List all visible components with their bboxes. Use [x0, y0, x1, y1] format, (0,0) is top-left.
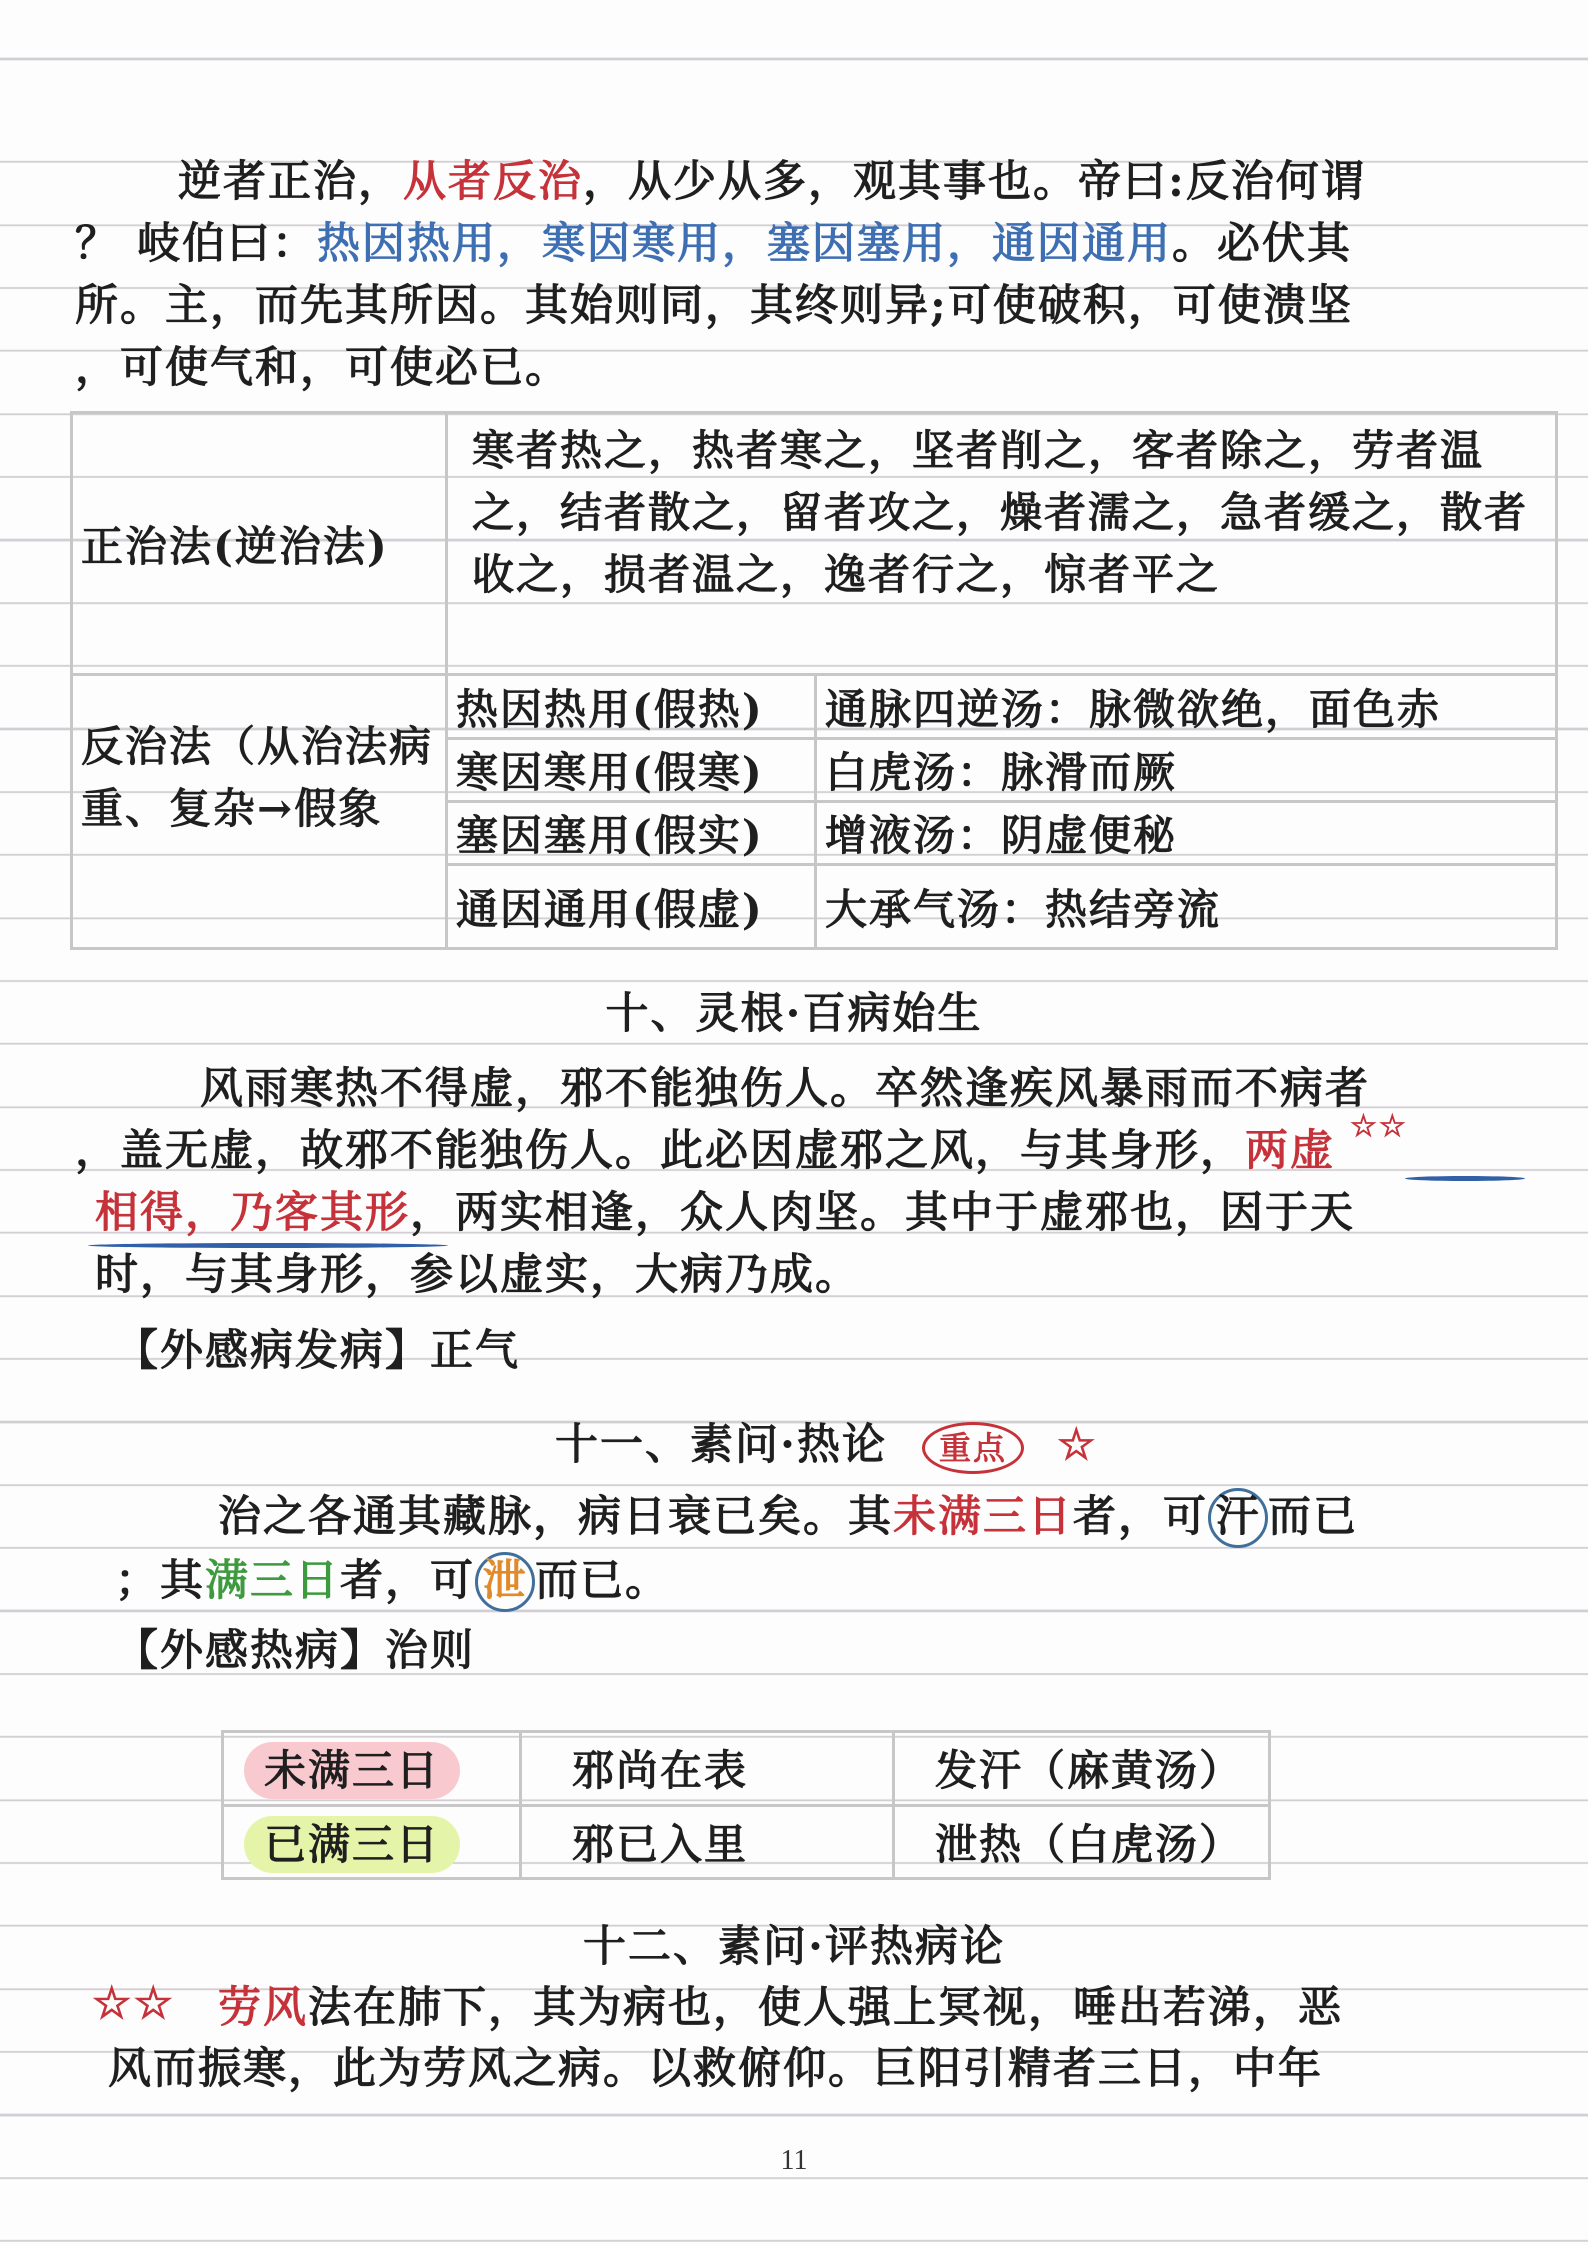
zheng-zhi-content: 寒者热之，热者寒之，坚者削之，客者除之，劳者温之，结者散之，留者攻之，燥者濡之，急者缓之，散者收之，损者温之，逸者行之，惊者平之 — [447, 413, 1557, 675]
s11-line2 — [115, 1552, 670, 1612]
page-number: 11 — [780, 2145, 808, 2176]
star-doodle-icon: ☆☆ — [92, 1978, 175, 2029]
stage-cell — [223, 1732, 521, 1806]
star-doodle-icon: ☆☆ — [1350, 1109, 1408, 1144]
method-cell: 通因通用(假虚) — [447, 865, 816, 949]
stage-cell — [223, 1805, 521, 1879]
s10-line1: 风雨寒热不得虚，邪不能独伤人。卒然逢疾风暴雨而不病者 — [200, 1064, 1370, 1114]
text-span: 治之各通其藏脉，病日衰已矣。其 — [218, 1492, 893, 1542]
example-cell: 白虎汤：脉滑而厥 — [816, 739, 1557, 802]
s12-line1 — [218, 1979, 1343, 2037]
para1-line1 — [178, 153, 1366, 211]
para1-line4: ，可使气和，可使必已。 — [75, 343, 570, 393]
underline-mark — [1405, 1176, 1525, 1181]
text-span: ，两实相逢，众人肉坚。其中于虚邪也，因于天 — [410, 1188, 1355, 1238]
heading-text: 十一、素问·热论 — [555, 1420, 887, 1470]
key-point-badge: 重点 — [922, 1422, 1024, 1474]
para1-line2 — [75, 215, 1352, 273]
method-cell: 寒因寒用(假寒) — [447, 739, 816, 802]
fan-zhi-label: 反治法（从治法病重、复杂→假象 — [72, 675, 447, 949]
highlight-red-text: 相得，乃客其形 — [95, 1188, 410, 1238]
circled-char: 汗 — [1208, 1488, 1268, 1548]
table-row — [223, 1732, 1270, 1806]
method-cell: 热因热用(假热) — [447, 675, 816, 739]
text-span: 而已 — [1268, 1492, 1358, 1542]
heat-disease-table — [221, 1730, 1271, 1880]
table-row — [72, 413, 1557, 675]
section-heading: 十、灵根·百病始生 — [605, 989, 983, 1039]
text-span: ？ 岐伯曰： — [75, 219, 317, 269]
treatment-methods-table — [70, 411, 1558, 950]
text-span: ，从少从多，观其事也。帝曰:反治何谓 — [583, 157, 1366, 207]
stage-text: 已满三日 — [244, 1816, 460, 1873]
s10-line3 — [95, 1184, 1355, 1242]
text-span: 者，可 — [1073, 1492, 1208, 1542]
highlight-red-text: 未满三日 — [893, 1492, 1073, 1542]
table-row — [223, 1805, 1270, 1879]
s10-line4: 时，与其身形，参以虚实，大病乃成。 — [95, 1250, 860, 1300]
highlight-green-text: 满三日 — [205, 1556, 340, 1606]
example-cell: 通脉四逆汤：脉微欲绝，面色赤 — [816, 675, 1557, 739]
text-span: ；其 — [115, 1556, 205, 1606]
star-icon: ☆ — [1056, 1420, 1098, 1470]
para1-line3: 所。主，而先其所因。其始则同，其终则异;可使破积，可使溃坚 — [75, 281, 1353, 331]
s11-note: 【外感热病】治则 — [115, 1626, 475, 1676]
method-cell: 塞因塞用(假实) — [447, 802, 816, 865]
s12-line2: 风而振寒，此为劳风之病。以救俯仰。巨阳引精者三日，中年 — [108, 2044, 1323, 2094]
section-heading: 十二、素问·评热病论 — [583, 1922, 1005, 1972]
text-span: 。必伏其 — [1171, 219, 1352, 269]
state-cell: 邪尚在表 — [521, 1732, 894, 1806]
s11-line1 — [218, 1488, 1358, 1548]
text-span: 而已。 — [535, 1556, 670, 1606]
s10-note: 【外感病发病】正气 — [115, 1326, 520, 1376]
text-span: 法在肺下，其为病也，使人强上冥视，唾出若涕，恶 — [308, 1983, 1343, 2033]
highlight-red-text: 劳风 — [218, 1983, 308, 2033]
section-heading — [555, 1416, 1098, 1474]
text-span: ，盖无虚，故邪不能独伤人。此必因虚邪之风，与其身形， — [75, 1126, 1245, 1176]
highlight-red-text: 从者反治 — [403, 157, 583, 207]
example-cell: 增液汤：阴虚便秘 — [816, 802, 1557, 865]
stage-text: 未满三日 — [244, 1742, 460, 1799]
zheng-zhi-label: 正治法(逆治法) — [72, 413, 447, 675]
state-cell: 邪已入里 — [521, 1805, 894, 1879]
treat-cell: 泄热（白虎汤） — [894, 1805, 1270, 1879]
highlight-blue-text: 热因热用，寒因寒用，塞因塞用，通因通用 — [316, 219, 1172, 269]
circled-char: 泄 — [475, 1552, 535, 1612]
table-row — [72, 675, 1557, 739]
example-cell: 大承气汤：热结旁流 — [816, 865, 1557, 949]
s10-line2 — [75, 1122, 1335, 1180]
text-span: 逆者正治， — [178, 157, 403, 207]
highlight-red-text: 两虚 — [1245, 1126, 1335, 1176]
treat-cell: 发汗（麻黄汤） — [894, 1732, 1270, 1806]
text-span: 者，可 — [340, 1556, 475, 1606]
